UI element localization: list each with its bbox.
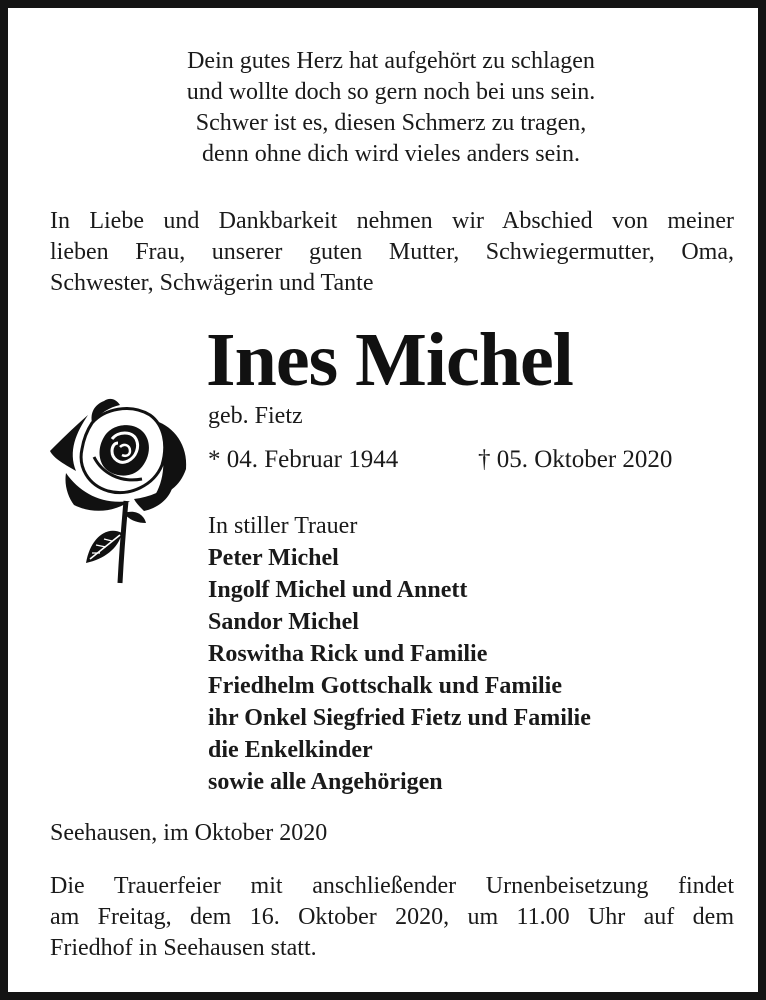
memorial-poem: [8, 46, 766, 170]
intro-line: In Liebe und Dankbarkeit nehmen wir Abschied von meiner: [50, 208, 734, 234]
mourner-name: Peter Michel: [208, 545, 339, 571]
mourner-name: ihr Onkel Siegfried Fietz und Familie: [208, 705, 591, 731]
mourners-heading: In stiller Trauer: [208, 513, 358, 539]
funeral-line: Friedhof in Seehausen statt.: [50, 935, 317, 961]
funeral-notice: [50, 871, 734, 964]
intro-line: Schwester, Schwägerin und Tante: [50, 270, 374, 296]
deceased-name: Ines Michel: [206, 318, 573, 402]
mourner-name: Friedhelm Gottschalk und Familie: [208, 673, 562, 699]
mourner-name: Ingolf Michel und Annett: [208, 577, 468, 603]
mourner-name: die Enkelkinder: [208, 737, 373, 763]
mourner-name: sowie alle Angehörigen: [208, 769, 443, 795]
maiden-name: geb. Fietz: [208, 403, 303, 429]
birth-date: * 04. Februar 1944: [208, 446, 399, 473]
mourner-name: Roswitha Rick und Familie: [208, 641, 488, 667]
funeral-line: Die Trauerfeier mit anschließender Urnenbeisetzung findet: [50, 873, 734, 899]
intro-line: lieben Frau, unserer guten Mutter, Schwiegermutter, Oma,: [50, 239, 734, 265]
farewell-intro: [50, 206, 734, 299]
poem-line: Schwer ist es, diesen Schmerz zu tragen,: [195, 110, 587, 136]
poem-line: denn ohne dich wird vieles anders sein.: [202, 141, 580, 167]
death-date: † 05. Oktober 2020: [478, 446, 673, 473]
poem-line: und wollte doch so gern noch bei uns sein.: [186, 79, 596, 105]
rose-icon: [46, 393, 196, 588]
funeral-line: am Freitag, dem 16. Oktober 2020, um 11.00 Uhr auf dem: [50, 904, 734, 930]
poem-line: Dein gutes Herz hat aufgehört zu schlagen: [187, 48, 595, 74]
place-date: Seehausen, im Oktober 2020: [50, 820, 328, 846]
mourner-name: Sandor Michel: [208, 609, 359, 635]
mourners-block: [208, 510, 591, 798]
